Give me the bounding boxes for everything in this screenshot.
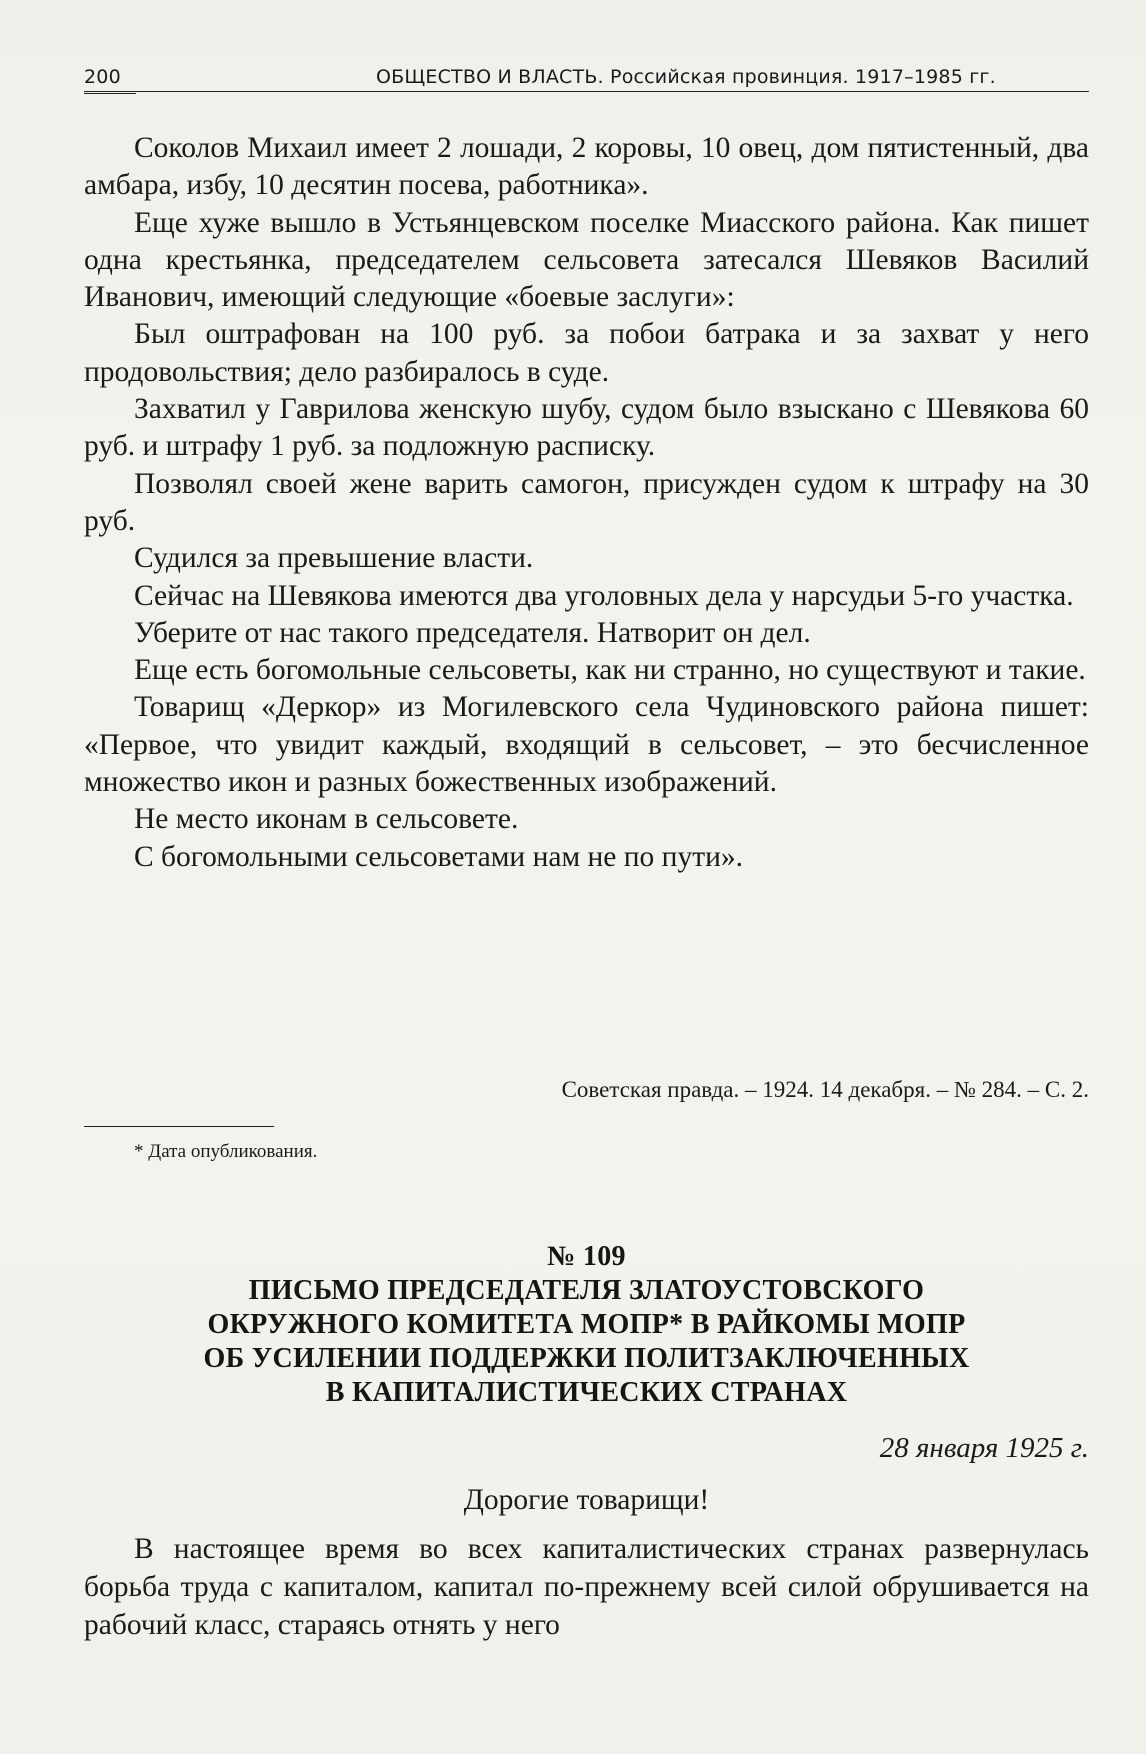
document-title-line: В КАПИТАЛИСТИЧЕСКИХ СТРАНАХ xyxy=(325,1377,848,1408)
document-title-line: ОКРУЖНОГО КОМИТЕТА МОПР* В РАЙКОМЫ МОПР xyxy=(207,1309,966,1340)
letter-body xyxy=(84,1530,1089,1644)
paragraph: Еще есть богомольные сельсоветы, как ни странно, но существуют и такие. xyxy=(134,654,1086,687)
paragraph: Не место иконам в сельсовете. xyxy=(134,803,519,836)
source-citation: Советская правда. – 1924. 14 декабря. – № 284. – С. 2. xyxy=(561,1077,1089,1102)
paragraph: Позволял своей жене варить самогон, присужден судом к штрафу на 30 руб. xyxy=(84,467,1089,537)
paragraph: Сейчас на Шевякова имеются два уголовных дела у нарсудьи 5-го участка. xyxy=(134,579,1074,612)
paragraph: Еще хуже вышло в Устьянцевском поселке Миасского района. Как пишет одна крестьянка, председателем сельсовета затесался Шевяков Василий Иванович, имеющий следующие «боевые заслуги»: xyxy=(84,206,1089,314)
document-title-line: ПИСЬМО ПРЕДСЕДАТЕЛЯ ЗЛАТОУСТОВСКОГО xyxy=(248,1275,925,1306)
paragraph: Товарищ «Деркор» из Могилевского села Чудиновского района пишет: «Первое, что увидит каждый, входящий в сельсовет, – это бесчисленное множество икон и разных божественных изображений. xyxy=(84,691,1089,799)
paragraph: Захватил у Гаврилова женскую шубу, судом было взыскано с Шевякова 60 руб. и штрафу 1 руб. за подложную расписку. xyxy=(84,393,1089,463)
article-body xyxy=(84,130,1089,876)
document-number: № 109 xyxy=(547,1241,626,1272)
paragraph: В настоящее время во всех капиталистических странах развернулась борьба труда с капиталом, капитал по-прежнему всей силой обрушивается на рабочий класс, стараясь отнять у него xyxy=(84,1533,1089,1641)
document-heading xyxy=(84,1240,1089,1410)
paragraph: Судился за превышение власти. xyxy=(134,542,534,575)
paragraph: Был оштрафован на 100 руб. за побои батрака и за захват у него продовольствия; дело разбиралось в суде. xyxy=(84,318,1089,388)
document-date: 28 января 1925 г. xyxy=(879,1432,1089,1464)
running-title: ОБЩЕСТВО И ВЛАСТЬ. Российская провинция. 1917–1985 гг. xyxy=(376,66,996,88)
page-number-underline xyxy=(84,93,136,94)
footnote-rule xyxy=(84,1126,274,1127)
document-title-line: ОБ УСИЛЕНИИ ПОДДЕРЖКИ ПОЛИТЗАКЛЮЧЕННЫХ xyxy=(203,1343,970,1374)
page-number: 200 xyxy=(84,66,121,88)
paragraph: Уберите от нас такого председателя. Натворит он дел. xyxy=(134,616,811,649)
header-rule xyxy=(84,91,1089,92)
paragraph: С богомольными сельсоветами нам не по пути». xyxy=(134,840,744,873)
salutation: Дорогие товарищи! xyxy=(463,1484,710,1516)
paragraph: Соколов Михаил имеет 2 лошади, 2 коровы, 10 овец, дом пятистенный, два амбара, избу, 10 десятин посева, работника». xyxy=(84,132,1089,202)
footnote: * Дата опубликования. xyxy=(134,1141,318,1162)
